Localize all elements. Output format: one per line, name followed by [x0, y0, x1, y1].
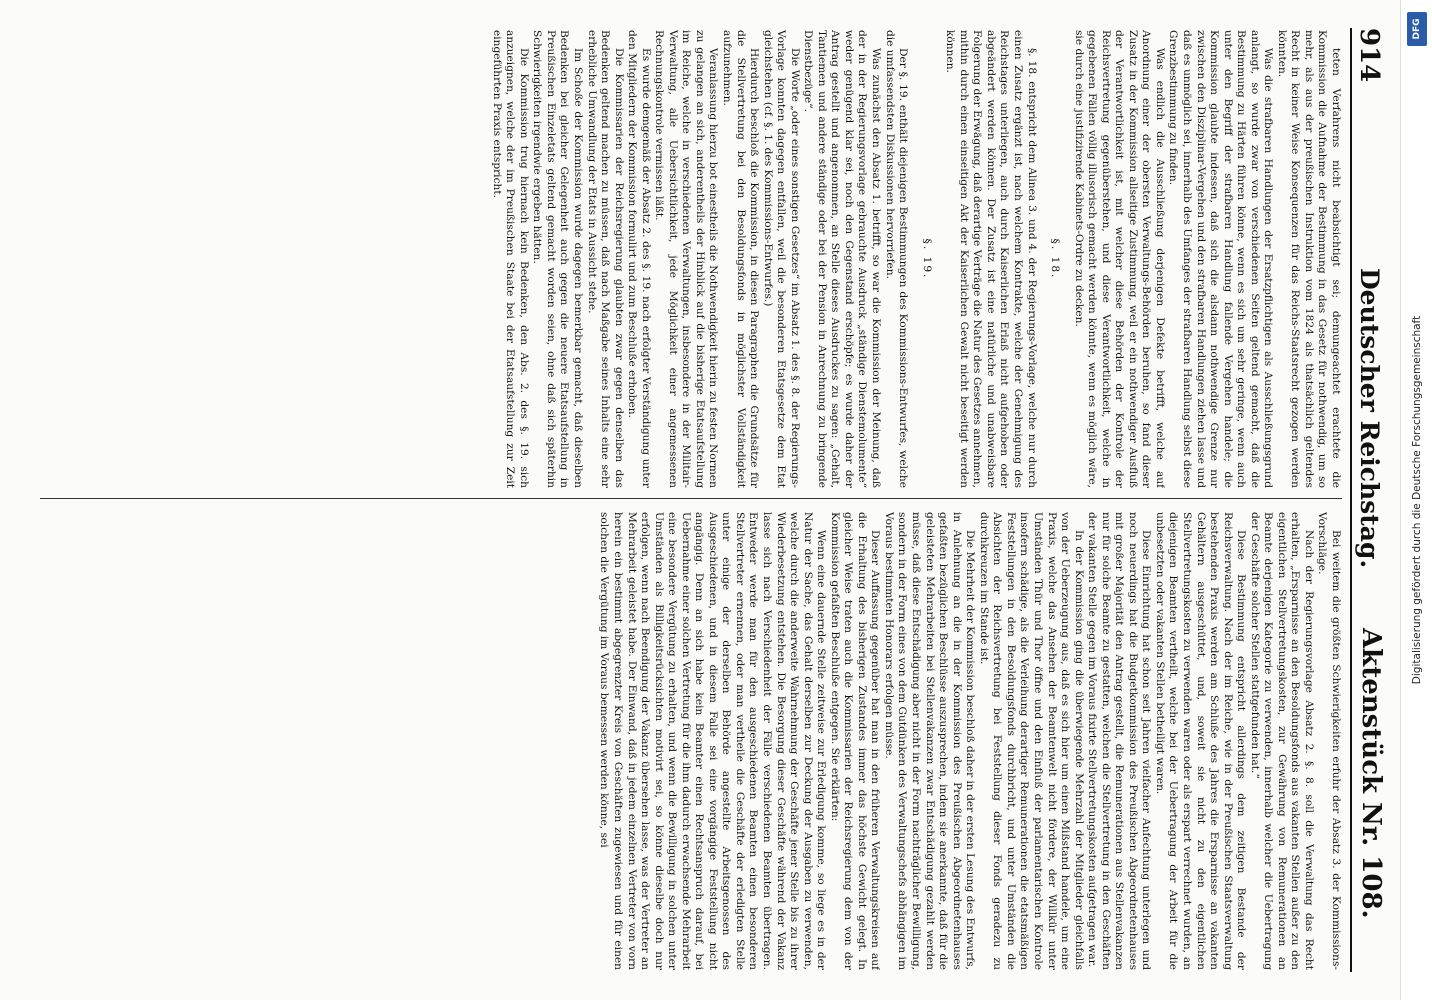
paragraph: Diese Bestimmung entspricht allerdings dem zeitigen Bestande der Reichsverwaltung. Nach der im Reiche, wie in der Preußischen Staatsverwaltung bestehenden Praxis werden am Schluße des Jahres die Ersparnisse an vakanten Gehältern ausgeschüttet, und, soweit sie nicht zu den eigentlichen Stellvertretungskosten zu verwenden waren oder als erspart verrechnet wurden, an diejenigen Beamten vertheilt, welche bei der Uebertragung der Arbeit für die unbesetzten oder vakanten Stellen betheiligt waren.: [1153, 512, 1248, 970]
dfg-logo: [1407, 12, 1427, 46]
paragraph: Bei weitem die größten Schwierigkeiten erfuhr der Absatz 3. der Kommissions-Vorschläge.: [1316, 512, 1342, 970]
funding-notice: Digitalisierung gefördert durch die Deutsche Forschungsgemeinschaft: [1411, 315, 1423, 685]
page-title: Deutscher Reichstag.: [1355, 268, 1384, 569]
digitization-sidebar: [1400, 0, 1432, 1000]
paragraph: Wenn eine dauernde Stelle zeitweise zur Erledigung komme, so liege es in der Natur der Sache, das Gehalt derselben zur Deckung der Ausgaben zu verwenden, welche durch die anderweite Wahrnehmung der Geschäfte jener Stelle bis zu ihrer Wiederbesetzung entstehen. Die Besorgung dieser Geschäfte während der Vakanz lasse sich nach Verschiedenheit der Fälle verschiedenen Beamten übertragen. Entweder werde man für den ausgeschiedenen Beamten einen besonderen Stellvertreter ernennen, oder man vertheile die Geschäfte der erledigten Stelle unter einige der derselben Behörde angestellte Arbeitsgenossen des Ausgeschiedenen, und in diesem Falle sei eine vorgängige Feststellung nicht angängig. Denn an sich habe kein Beamter einen Rechtsanspruch darauf, bei Uebernahme einer solchen Vertretung für die ihm dadurch erwachsende Mehrarbeit eine besondere Vergütung zu erhalten, und wenn die Bewilligung in solchen unter Umständen als Billigkeitsrücksichten motivirt sei, so könne dieselbe doch nur erfolgen, wenn nach Beendigung der Vakanz übersehen lasse, was der Vertreter an Mehrarbeit geleistet habe. Der Einwand, daß in jedem einzelnen Vertreter von vorn herein ein bestimmt abgegrenzter Kreis von Geschäften zugewiesen und für einen solchen die Vergütung im Voraus bemessen werden könne, sei: [598, 512, 828, 970]
paragraph: Die Kommissarien der Reichsregierung glaubten zwar gegen denselben das Bedenken geltend machen zu müssen, daß nach Maßgabe seines Inhalts eine sehr erhebliche Umwandlung der Etats in Aussicht stehe.: [585, 30, 625, 488]
left-column: [20, 30, 1342, 488]
paragraph: Es wurde demgemäß der Absatz 2. des §. 19. nach erfolgter Verständigung unter den Mitgliedern der Kommission formulirt und zum Beschluße erhoben.: [626, 30, 652, 488]
paragraph: Dieser Auffassung gegenüber hat man in den früheren Verwaltungskreisen auf die Erhaltung des bisherigen Zustandes immer das höchste Gewicht gelegt. In gleicher Weise traten auch die Kommissarien der Reichsregierung dem von der Kommission gefaßten Beschluße entgegen. Sie erklärten:: [828, 512, 882, 970]
paragraph: Im Schoße der Kommission wurde dagegen bemerkbar gemacht, daß dieselben Bedenken bei gleicher Gelegenheit auch gegen die neuere Etatsaufstellung in Preußischen Einzeletats geltend gemacht worden seien, ohne daß sich späterhin Schwierigkeiten irgendwie ergeben hätten.: [531, 30, 585, 488]
page-header: [1350, 28, 1386, 972]
paragraph: Veranlassung hierzu bot einestheils die Nothwendigkeit hierin zu festen Normen zu gelangen an sich, anderentheils der Hinblick auf die bisherige Etatsaufstellung im Reiche, welche in verschiedenen Verwaltungen, insbesondere in der Militair-Verwaltung, alle Uebersichtlichkeit, jede Möglichkeit einer angemessenen Rechnungskontrole vermissen läßt.: [653, 30, 720, 488]
paragraph: Die Kommission trug hiernach kein Bedenken, den Abs. 2. des §. 19. sich anzueignen, welche der im Preußischen Staate bei der Etatsaufstellung zur Zeit eingeführten Praxis entspricht.: [490, 30, 530, 488]
paragraph: Was endlich die Ausschließung derjenigen Defekte betrifft, welche auf Anordnung einer der obersten Verwaltungs-Behörden beruhen, so fand dieser Zusatz in der Kommission allseitige Zustimmung, weil er ein nothwendiger Ausfluß der Verantwortlichkeit ist, mit welcher diese Behörden der Kontrole der Reichsvertretung gegenüberstehen, und diese Verantwortlichkeit, welche in gegebenen Fällen völlig illusorisch gemacht werden könnte, wenn es möglich wäre, sie durch eine justifizirende Kabinets-Ordre zu decken.: [1072, 30, 1166, 488]
paragraph: In der Kommission ging die überwiegende Mehrzahl der Mitglieder gleichfalls von der Ueberzeugung aus, daß es sich hier um einen Mißstand handele, um eine Praxis, welche das Ansehen der Beamtenwelt nicht fördere, der Willkür unter Umständen Thür und Thor öffne und den Einfluß der parlamentarischen Kontrole insofern schädige, als die Verleihung derartiger Remunerationen die etatsmäßigen Feststellungen in den Besoldungsfonds durchbricht, und unter Umständen die Absichten der Reichsvertretung bei Feststellung dieser Fonds geradezu zu durchkreuzen im Stande ist.: [977, 512, 1085, 970]
page-number: 914: [1354, 28, 1384, 83]
column-divider: [40, 498, 1342, 499]
paragraph: §. 18. entspricht dem Alinea 3. und 4. der Regierungs-Vorlage, welche nur durch einen Zusatz ergänzt ist, nach welchem Kontrakte, welche der Genehmigung des Reichstages unterliegen, auch durch Kaiserlichen Erlaß nicht aufgehoben oder abgeändert werden können. Der Zusatz ist eine natürliche und unabweisbare Folgerung der Erwägung, daß derartige Verträge die Natur des Gesetzes annehmen, mithin durch einen einseitigen Akt der Kaiserlichen Gewalt nicht beseitigt werden können.: [944, 30, 1038, 488]
paragraph: Was zunächst den Absatz 1. betrifft, so war die Kommission der Meinung, daß der in der Regierungsvorlage gebrauchte Ausdruck „ständige Dienstemolumente“ weder genügend klar sei, noch den Gegenstand erschöpfe; es wurde daher der Antrag gestellt und angenommen, an Stelle dieses Ausdruckes zu sagen: „Gehalt, Tantiemen und andere ständige oder bei der Pension in Anrechnung zu bringende Dienstbezüge“.: [802, 30, 883, 488]
dfg-logo-text: DFG: [1412, 18, 1422, 40]
paragraph: Der §. 19. enthält diejenigen Bestimmungen des Kommissions-Entwurfes, welche die umfassendsten Diskussionen hervorriefen.: [883, 30, 910, 488]
paragraph: Diese Einrichtung hat schon seit Jahren vielfacher Anfechtung unterlegen und noch neuerdings hat die Budgetkommission des Preußischen Abgeordnetenhauses mit großer Majorität den Antrag gestellt, die Remunerationen aus Stellenvakanzen nur für solche Beamte zu gestatten, welchen die Stellvertretung in den Geschäften der vakanten Stelle gegen im Voraus fixirte Stellvertretungskosten aufgetragen war.: [1086, 512, 1153, 970]
paragraph: teten Verfahrens nicht beabsichtigt sei; demungeachtet erachtete die Kommission die Aufnahme der Bestimmung in das Gesetz für nothwendig, um so mehr, als aus der preußischen Instruktion vom 1824 als thatsächlich geltendes Recht in keiner Weise Konsequenzen für das Reichs-Staatsrecht gezogen werden könnten.: [1275, 30, 1342, 488]
paragraph: Nach der Regierungsvorlage Absatz 2. §. 8. soll die Verwaltung das Recht erhalten, „Ersparnisse an den Besoldungsfonds aus vakanten Stellen außer zu den eigentlichen Stellvertretungskosten, zur Gewährung von Remunerationen an Beamte derjenigen Kategorie zu verwenden, innerhalb welcher die Uebertragung der Geschäfte solcher Stellen stattgefunden hat.“: [1248, 512, 1315, 970]
paragraph: Die Worte „oder eines sonstigen Gesetzes“ im Absatz 1. des §. 8. der Regierungs-Vorlage konnten dagegen entfallen, weil die besonderen Etatsgesetze dem Etat gleichstehen (cf. §. 1. des Kommissions-Entwurfes.): [761, 30, 801, 488]
paragraph: Die Mehrheit der Kommission beschloß daher in der ersten Lesung des Entwurfs, in Anlehnung an die in der Kommission des Preußischen Abgeordnetenhauses gefaßten bezüglichen Beschlüsse auszusprechen, indem sie anerkannte, daß für die geleisteten Mehrarbeiten bei Stellenvakanzen zwar Entschädigung gezahlt werden müsse, daß diese Entschädigung aber nicht in der Form nachträglicher Bewilligung, sondern in der Form eines von dem Gutdünken des Verwaltungschefs abhängigen im Voraus bestimmten Honorars erfolgen müsse.: [882, 512, 977, 970]
section-heading-19: §. 19.: [920, 238, 933, 280]
paragraph: Hierdurch beschloß die Kommission, in diesen Paragraphen die Grundsätze für die Stellvertretung bei den Besoldungsfonds in möglichster Vollständigkeit aufzunehmen.: [721, 30, 761, 488]
right-column: [20, 512, 1342, 970]
issue-number: Aktenstück Nr. 108.: [1356, 628, 1386, 919]
section-heading-18: §. 18.: [1049, 238, 1062, 280]
paragraph: Was die strafbaren Handlungen der Ersatzpflichtigen als Ausschließungsgrund anlangt, so wurde zwar von verschiedenen Seiten geltend gemacht, daß die Bestimmung zu Härten führen könne, wenn es sich um sehr geringe, wenn auch unter den Begriff der strafbaren Handlung fallende Vergehen handele; die Kommission glaubte indessen, daß sich die alsdann nothwendige Grenze nur zwischen den Disziplinar-Vergehen und den strafbaren Handlungen ziehen lasse und daß es unmöglich sei, innerhalb des Umfanges der strafbaren Handlung selbst diese Grenzbestimmung zu finden.: [1167, 30, 1275, 488]
